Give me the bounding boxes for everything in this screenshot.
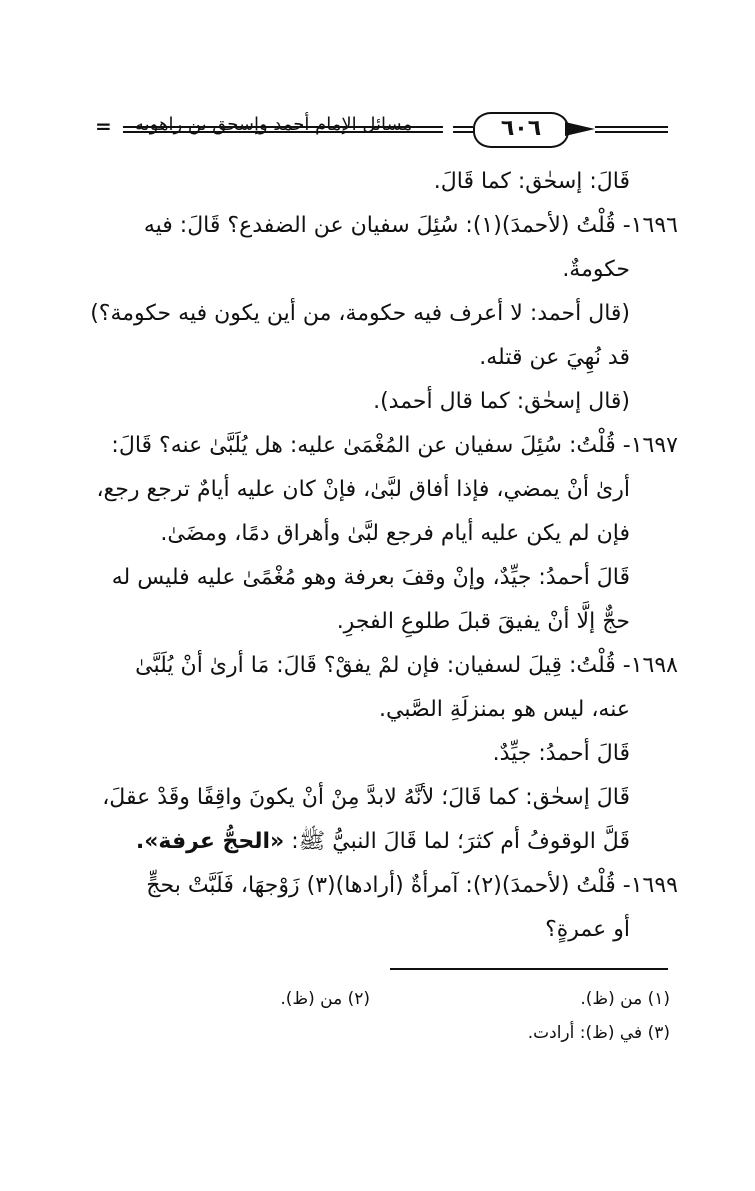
text-line: (قال إسحٰق: كما قال أحمد). bbox=[373, 389, 630, 414]
text-line: عنه، ليس هو بمنزلَةِ الصَّبي. bbox=[379, 697, 630, 722]
text-line bbox=[70, 820, 678, 864]
footnote-2: (٢) من (ظ). bbox=[280, 989, 370, 1009]
text-line: حكومةٌ. bbox=[562, 257, 630, 282]
header-ornament: = bbox=[95, 114, 112, 138]
text-line: فإن لم يكن عليه أيام فرجع لبَّىٰ وأهراق دمًا، ومضَىٰ. bbox=[160, 521, 630, 546]
footnote-3: (٣) في (ظ): أرادت. bbox=[527, 1023, 670, 1043]
running-header bbox=[95, 112, 668, 152]
text-line: ١٦٩٧- قُلْتُ: سُئِلَ سفيان عن المُغْمَىٰ عليه: هل يُلَبَّىٰ عنه؟ قَالَ: bbox=[111, 433, 678, 458]
text-line: قَالَ: إسحٰق: كما قَالَ. bbox=[433, 169, 630, 194]
text-line: أو عمرةٍ؟ bbox=[545, 917, 630, 942]
footnote-row bbox=[200, 1016, 670, 1050]
header-title: مسائل الإمام أحمد وإسحق بن راهويه bbox=[135, 114, 413, 135]
header-rule bbox=[123, 131, 443, 133]
footnote-1: (١) من (ظ). bbox=[580, 989, 670, 1009]
text-line: قَالَ أحمدُ: جيِّدٌ. bbox=[492, 741, 630, 766]
text-line: قَالَ إسحٰق: كما قَالَ؛ لأنَّهُ لابدَّ مِنْ أنْ يكونَ واقِفًا وقَدْ عقلَ، bbox=[102, 785, 630, 810]
text-line: ١٦٩٦- قُلْتُ (لأحمدَ)(١): سُئِلَ سفيان عن الضفدع؟ قَالَ: فيه bbox=[143, 213, 678, 238]
header-rule bbox=[453, 126, 473, 128]
text-segment: قَلَّ الوقوفُ أم كثرَ؛ لما قَالَ النبيُّ ﷺ: bbox=[291, 829, 630, 854]
header-rule bbox=[123, 126, 443, 128]
text-line: قد نُهِيَ عن قتله. bbox=[479, 345, 630, 370]
footnote-separator bbox=[390, 968, 668, 970]
text-line: ١٦٩٨- قُلْتُ: قِيلَ لسفيان: فإن لمْ يفقْ؟ قَالَ: مَا أرىٰ أنْ يُلَبَّىٰ bbox=[135, 653, 678, 678]
text-line: قَالَ أحمدُ: جيِّدٌ، وإنْ وقفَ بعرفة وهو مُغْمًىٰ عليه فليس له bbox=[111, 565, 630, 590]
arrow-ornament-icon bbox=[565, 122, 595, 136]
text-line: (قال أحمد: لا أعرف فيه حكومة، من أين يكون فيه حكومة؟) bbox=[90, 301, 630, 326]
text-line: أرىٰ أنْ يمضي، فإذا أفاق لبَّىٰ، فإنْ كان عليه أيامٌ ترجع رجع، bbox=[96, 477, 630, 502]
text-line: حجٌّ إلَّا أنْ يفيقَ قبلَ طلوعِ الفجرِ. bbox=[336, 609, 630, 634]
header-rule bbox=[595, 131, 668, 133]
header-rule bbox=[453, 131, 473, 133]
text-line: ١٦٩٩- قُلْتُ (لأحمدَ)(٢): آمرأةٌ (أرادها)(٣) زَوْجهَا، فَلَبَّتْ بحجٍّ bbox=[146, 873, 678, 898]
header-rule bbox=[595, 126, 668, 128]
page-number: ٦٠٦ bbox=[473, 112, 569, 148]
footnotes bbox=[200, 982, 670, 1050]
page-body bbox=[70, 160, 678, 952]
hadith-quote: «الحجُّ عرفة». bbox=[135, 829, 285, 854]
footnote-row bbox=[200, 982, 670, 1016]
